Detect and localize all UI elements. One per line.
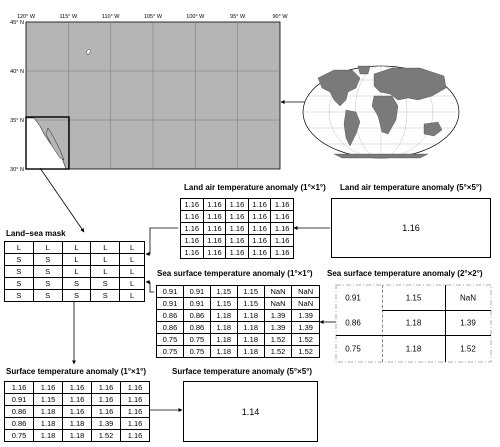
sst-fine-cell: 0.91 — [157, 286, 184, 298]
sst-fine-cell: 1.18 — [237, 310, 264, 322]
sst-fine-cell: 1.39 — [264, 310, 292, 322]
sst-fine-row — [157, 346, 320, 358]
land-air-fine-row — [181, 223, 294, 235]
mask-cell: S — [5, 266, 34, 278]
mask-cell: L — [91, 266, 120, 278]
mask-row — [5, 278, 145, 290]
surface-coarse-title: Surface temperature anomaly (5°×5°) — [172, 367, 313, 376]
surface-fine-cell: 1.16 — [63, 382, 92, 394]
mask-cell: L — [91, 242, 120, 254]
sst-fine-cell: 0.86 — [183, 322, 210, 334]
mask-cell: S — [5, 254, 34, 266]
land-air-fine-cell: 1.16 — [181, 199, 204, 211]
sst-coarse-cell: 1.18 — [405, 344, 422, 353]
surface-fine-cell: 0.91 — [5, 394, 34, 406]
sst-fine-cell: 1.39 — [292, 322, 320, 334]
sst-coarse-cell: 1.39 — [460, 318, 476, 327]
sst-fine-cell: 1.39 — [292, 310, 320, 322]
sst-fine-row — [157, 334, 320, 346]
land-air-fine-cell: 1.16 — [203, 235, 226, 247]
mask-cell: L — [120, 254, 145, 266]
mask-row — [5, 290, 145, 302]
surface-fine-cell: 1.16 — [34, 382, 63, 394]
surface-fine-cell: 1.16 — [5, 382, 34, 394]
land-air-fine-row — [181, 211, 294, 223]
sst-fine-cell: 1.18 — [210, 334, 237, 346]
land-air-fine-title: Land air temperature anomaly (1°×1°) — [184, 183, 326, 192]
mask-title: Land–sea mask — [6, 229, 66, 238]
land-air-fine-cell: 1.16 — [248, 235, 271, 247]
sst-fine-cell: 1.39 — [264, 322, 292, 334]
land-air-fine-cell: 1.16 — [271, 235, 294, 247]
mask-cell: L — [5, 242, 34, 254]
latitude-label: 45° N — [10, 20, 24, 26]
mask-cell: S — [33, 290, 62, 302]
latitude-labels — [10, 20, 24, 173]
land-air-fine-cell: 1.16 — [181, 235, 204, 247]
surface-fine-cell: 1.16 — [121, 406, 150, 418]
sst-fine-cell: 1.15 — [210, 286, 237, 298]
sst-fine-cell: 1.52 — [292, 334, 320, 346]
longitude-labels — [17, 14, 288, 20]
sst-fine-cell: NaN — [292, 298, 320, 310]
land-air-fine-cell: 1.16 — [248, 247, 271, 259]
surface-fine-cell: 1.52 — [92, 430, 121, 442]
sst-fine-grid — [156, 285, 320, 358]
surface-fine-cell: 0.86 — [5, 418, 34, 430]
land-air-fine-cell: 1.16 — [203, 223, 226, 235]
longitude-label: 105° W — [143, 14, 163, 20]
land-air-fine-row — [181, 199, 294, 211]
land-air-fine-grid — [180, 198, 294, 259]
mask-cell: L — [120, 266, 145, 278]
sst-coarse-col-divider — [445, 285, 446, 362]
mask-cell: L — [62, 254, 91, 266]
sst-fine-row — [157, 322, 320, 334]
sst-fine-row — [157, 310, 320, 322]
land-air-fine-cell: 1.16 — [203, 199, 226, 211]
surface-fine-cell: 1.16 — [92, 382, 121, 394]
world-map — [303, 66, 459, 158]
sst-fine-cell: 1.52 — [264, 346, 292, 358]
sst-coarse-cell: 0.86 — [345, 318, 361, 327]
sst-fine-cell: NaN — [264, 298, 292, 310]
land-air-fine-cell: 1.16 — [226, 211, 249, 223]
surface-fine-cell: 1.16 — [121, 430, 150, 442]
mask-cell: L — [120, 242, 145, 254]
land-air-fine-cell: 1.16 — [226, 223, 249, 235]
longitude-label: 100° W — [186, 14, 205, 20]
sst-fine-cell: 0.75 — [183, 334, 210, 346]
sst-coarse-col-divider — [382, 285, 383, 362]
arrow-sst-fine-to-mask — [146, 282, 154, 292]
sst-fine-cell: 1.52 — [292, 346, 320, 358]
mask-cell: S — [62, 290, 91, 302]
land-air-fine-cell: 1.16 — [181, 247, 204, 259]
land-air-fine-cell: 1.16 — [226, 247, 249, 259]
latitude-label: 30° N — [10, 167, 24, 173]
sst-fine-cell: 1.15 — [237, 298, 264, 310]
surface-fine-row — [5, 406, 150, 418]
sst-fine-cell: 0.91 — [183, 298, 210, 310]
sst-coarse-title: Sea surface temperature anomaly (2°×2°) — [327, 269, 483, 278]
sst-coarse-cell: 1.52 — [460, 344, 476, 353]
sst-coarse-cell: 1.15 — [405, 293, 422, 302]
land-air-fine-cell: 1.16 — [248, 211, 271, 223]
land-air-fine-cell: 1.16 — [203, 247, 226, 259]
surface-fine-title: Surface temperature anomaly (1°×1°) — [6, 367, 147, 376]
surface-fine-cell: 1.39 — [92, 418, 121, 430]
land-air-coarse-title: Land air temperature anomaly (5°×5°) — [340, 183, 482, 192]
sst-fine-cell: 1.18 — [237, 322, 264, 334]
surface-fine-cell: 1.18 — [63, 418, 92, 430]
mask-cell: S — [5, 278, 34, 290]
sst-fine-cell: 0.86 — [157, 322, 184, 334]
mask-cell: L — [120, 278, 145, 290]
surface-coarse-box — [183, 381, 318, 442]
longitude-label: 110° W — [101, 14, 120, 20]
surface-fine-cell: 1.16 — [63, 406, 92, 418]
mask-cell: S — [62, 278, 91, 290]
land-air-fine-cell: 1.16 — [271, 199, 294, 211]
surface-fine-cell: 1.18 — [34, 418, 63, 430]
latitude-label: 40° N — [10, 69, 24, 75]
mask-cell: S — [33, 254, 62, 266]
surface-fine-cell: 1.16 — [121, 418, 150, 430]
mask-cell: S — [91, 278, 120, 290]
surface-fine-row — [5, 382, 150, 394]
mask-cell: L — [91, 254, 120, 266]
land-air-fine-cell: 1.16 — [181, 223, 204, 235]
surface-fine-cell: 1.18 — [34, 406, 63, 418]
latitude-label: 35° N — [10, 118, 24, 124]
surface-fine-cell: 1.15 — [34, 394, 63, 406]
longitude-label: 95° W — [230, 14, 246, 20]
arrow-land-fine-to-mask — [146, 228, 178, 254]
arrow-region-to-mask — [40, 168, 84, 232]
mask-row — [5, 242, 145, 254]
mask-cell: L — [120, 290, 145, 302]
sst-fine-cell: 1.15 — [237, 286, 264, 298]
surface-fine-cell: 1.16 — [63, 394, 92, 406]
mask-cell: L — [33, 242, 62, 254]
sst-coarse-row-divider — [336, 335, 491, 336]
surface-fine-row — [5, 394, 150, 406]
sst-coarse-row-divider — [382, 310, 491, 311]
longitude-label: 120° W — [16, 14, 36, 20]
longitude-label: 115° W — [59, 14, 78, 20]
surface-fine-cell: 1.18 — [63, 430, 92, 442]
land-air-coarse-value: 1.16 — [402, 223, 420, 233]
land-air-fine-row — [181, 247, 294, 259]
sst-fine-cell: 1.18 — [210, 322, 237, 334]
land-sea-mask-grid — [4, 241, 145, 302]
sst-fine-row — [157, 298, 320, 310]
sst-fine-cell: 1.18 — [237, 346, 264, 358]
sst-fine-cell: 1.18 — [237, 334, 264, 346]
sst-coarse-cell: 0.75 — [345, 344, 361, 353]
surface-fine-cell: 1.16 — [92, 394, 121, 406]
land-air-fine-cell: 1.16 — [226, 199, 249, 211]
surface-fine-cell: 0.75 — [5, 430, 34, 442]
regional-map — [10, 14, 288, 173]
surface-fine-row — [5, 418, 150, 430]
surface-fine-grid — [4, 381, 150, 442]
sst-fine-cell: 1.18 — [210, 310, 237, 322]
surface-fine-row — [5, 430, 150, 442]
sst-fine-row — [157, 286, 320, 298]
mask-row — [5, 266, 145, 278]
sst-fine-cell: 0.75 — [157, 334, 184, 346]
sst-fine-title: Sea surface temperature anomaly (1°×1°) — [157, 269, 313, 278]
mask-cell: S — [91, 290, 120, 302]
mask-cell: S — [5, 290, 34, 302]
surface-fine-cell: 1.16 — [92, 406, 121, 418]
land-air-fine-cell: 1.16 — [271, 211, 294, 223]
sst-fine-cell: 0.86 — [183, 310, 210, 322]
mask-cell: S — [33, 278, 62, 290]
sst-fine-cell: 1.52 — [264, 334, 292, 346]
surface-fine-cell: 1.18 — [34, 430, 63, 442]
sst-coarse-cell: 0.91 — [345, 293, 361, 302]
mask-cell: L — [62, 242, 91, 254]
sst-coarse-cell: 1.18 — [405, 318, 422, 327]
land-air-fine-cell: 1.16 — [203, 211, 226, 223]
surface-fine-cell: 0.86 — [5, 406, 34, 418]
land-air-fine-cell: 1.16 — [181, 211, 204, 223]
mask-cell: S — [33, 266, 62, 278]
sst-fine-cell: 0.75 — [183, 346, 210, 358]
sst-fine-cell: 0.86 — [157, 310, 184, 322]
sst-fine-cell: 0.75 — [157, 346, 184, 358]
sst-fine-cell: NaN — [264, 286, 292, 298]
land-air-fine-row — [181, 235, 294, 247]
sst-fine-cell: 0.91 — [183, 286, 210, 298]
land-air-fine-cell: 1.16 — [248, 223, 271, 235]
longitude-label: 90° W — [272, 14, 288, 20]
sst-fine-cell: 0.91 — [157, 298, 184, 310]
sst-fine-cell: 1.18 — [210, 346, 237, 358]
sst-fine-cell: NaN — [292, 286, 320, 298]
surface-fine-cell: 1.16 — [121, 394, 150, 406]
surface-coarse-value: 1.14 — [241, 406, 260, 417]
land-air-fine-cell: 1.16 — [248, 199, 271, 211]
land-air-fine-cell: 1.16 — [271, 223, 294, 235]
land-air-coarse-box — [331, 198, 491, 258]
land-air-fine-cell: 1.16 — [271, 247, 294, 259]
mask-row — [5, 254, 145, 266]
mask-cell: L — [62, 266, 91, 278]
sst-coarse-grid — [336, 285, 491, 362]
land-air-fine-cell: 1.16 — [226, 235, 249, 247]
surface-fine-cell: 1.16 — [121, 382, 150, 394]
sst-coarse-cell: NaN — [459, 293, 477, 302]
sst-fine-cell: 1.15 — [210, 298, 237, 310]
